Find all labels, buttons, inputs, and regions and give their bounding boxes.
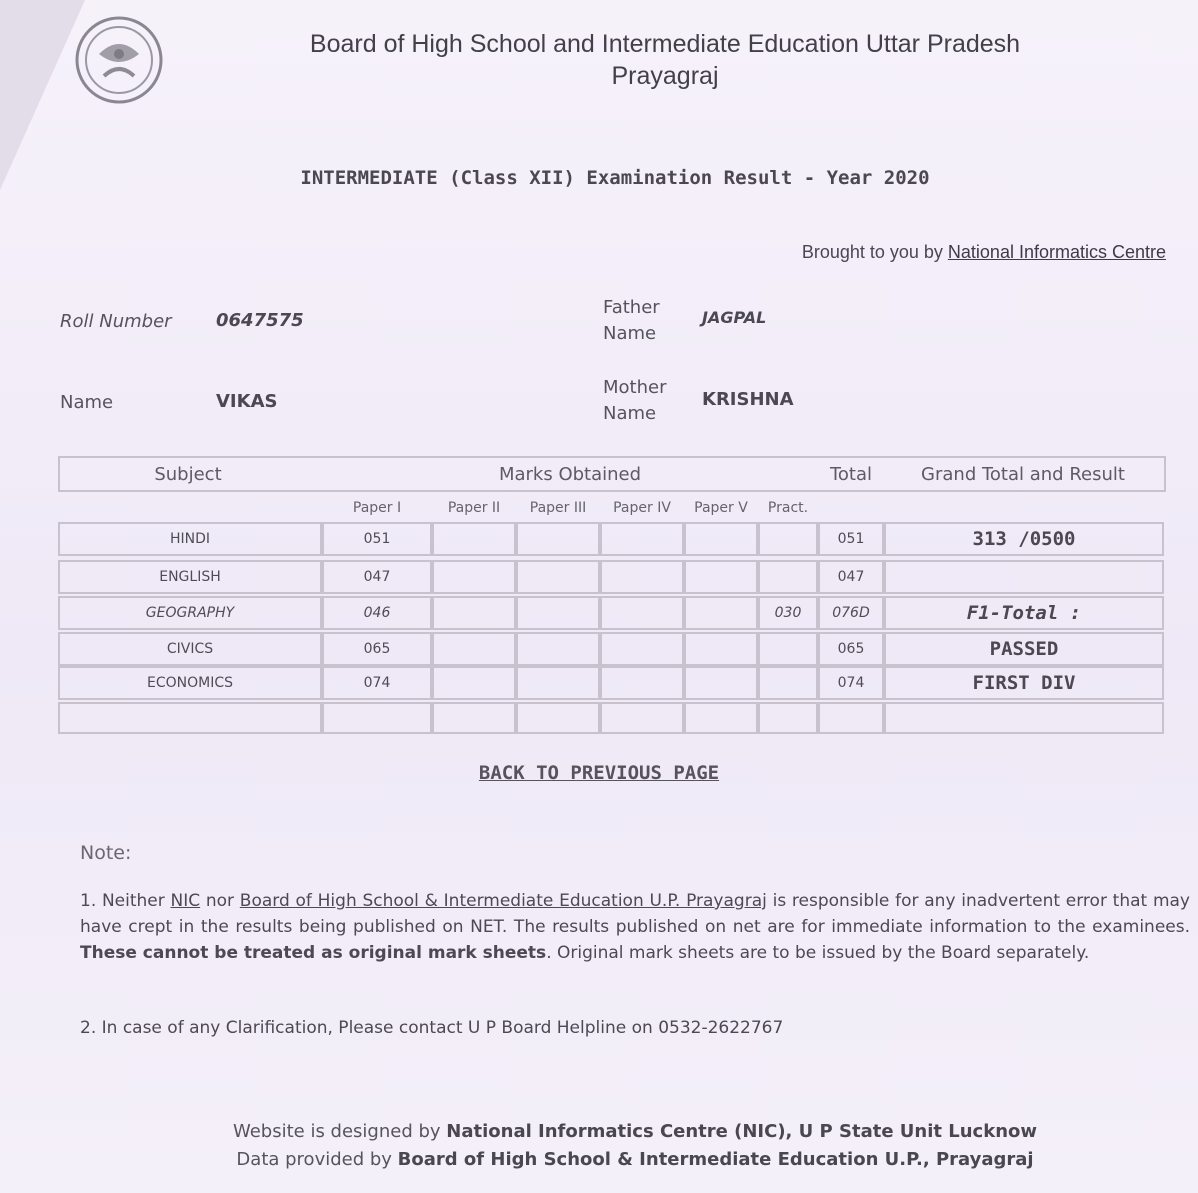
total-cell: 074 [818,666,884,700]
paper1-cell [322,702,432,734]
mother-name-label [603,375,666,427]
paper1-cell: 051 [322,522,432,556]
paper5-cell [684,522,758,556]
subject-cell: ECONOMICS [58,666,322,700]
paper3-cell [516,702,600,734]
total-cell: 047 [818,560,884,594]
footer-line1-bold: National Informatics Centre (NIC), U P State Unit Lucknow [446,1121,1038,1142]
name-value: VIKAS [216,391,278,412]
paper5-cell [684,666,758,700]
paper2-cell [432,596,516,630]
paper5-cell [684,560,758,594]
paper1-cell: 065 [322,632,432,666]
footer [150,1118,1120,1174]
note1-nic: NIC [170,891,201,911]
paper5-cell [684,632,758,666]
total-cell: 076D [818,596,884,630]
mother-label-line1: Mother [603,377,667,398]
paper4-cell [600,560,684,594]
father-name-value: JAGPAL [702,308,767,327]
brought-by [802,242,1166,263]
f1-total-label: F1-Total : [884,596,1164,630]
paper4-cell [600,522,684,556]
paper3-cell [516,596,600,630]
note1-nor: nor [200,891,240,911]
footer-line1-prefix: Website is designed by [232,1121,447,1142]
total-cell [818,702,884,734]
board-title-line1: Board of High School and Intermediate Education Uttar Pradesh [309,30,1021,58]
footer-line2-prefix: Data provided by [236,1149,398,1170]
pract-cell [758,702,818,734]
father-label-line2: Name [603,323,657,344]
total-cell: 065 [818,632,884,666]
paper-header-pract: Pract. [767,500,809,516]
paper3-cell [516,560,600,594]
note1-board: Board of High School & Intermediate Education U.P. Prayagraj [239,891,767,911]
subject-cell: ENGLISH [58,560,322,594]
paper5-cell [684,596,758,630]
paper1-cell: 046 [322,596,432,630]
pract-cell [758,560,818,594]
board-title-line2: Prayagraj [611,62,719,90]
paper2-cell [432,522,516,556]
note-1 [80,888,1190,966]
result-division: FIRST DIV [884,666,1164,700]
father-label-line1: Father [603,297,660,318]
paper5-cell [684,702,758,734]
paper-header-3: Paper III [529,500,587,516]
note1-prefix: 1. Neither [80,891,171,911]
header-grand-total: Grand Total and Result [921,463,1125,485]
paper3-cell [516,632,600,666]
paper2-cell [432,560,516,594]
paper-header-2: Paper II [447,500,501,516]
pract-cell [758,522,818,556]
page-fold [0,0,85,190]
result-table [58,456,1166,736]
exam-title: INTERMEDIATE (Class XII) Examination Result - Year 2020 [300,167,930,189]
pract-cell [758,666,818,700]
mother-name-value: KRISHNA [702,389,794,410]
header-subject: Subject [154,463,222,485]
subject-cell [58,702,322,734]
father-name-label [603,295,660,347]
note1-end: . Original mark sheets are to be issued by the Board separately. [546,943,1090,963]
paper4-cell [600,632,684,666]
header-marks-obtained: Marks Obtained [498,463,642,485]
back-to-previous-page-link[interactable]: BACK TO PREVIOUS PAGE [478,762,720,784]
pract-cell [758,632,818,666]
paper-header-5: Paper V [694,500,748,516]
subject-cell: GEOGRAPHY [58,596,322,630]
paper-header-1: Paper I [352,500,402,516]
roll-number-value: 0647575 [216,310,304,331]
roll-number-label: Roll Number [60,311,172,332]
note1-bold: These cannot be treated as original mark sheets [80,943,547,963]
board-title [200,28,1130,92]
paper2-cell [432,632,516,666]
nic-link[interactable]: National Informatics Centre [947,242,1166,262]
paper4-cell [600,702,684,734]
note-2: 2. In case of any Clarification, Please contact U P Board Helpline on 0532-2622767 [80,1018,784,1038]
subject-cell: HINDI [58,522,322,556]
footer-line2-bold: Board of High School & Intermediate Education U.P., Prayagraj [397,1149,1034,1170]
grand-total-spacer [884,560,1164,594]
up-emblem-logo [74,14,164,106]
paper2-cell [432,702,516,734]
paper4-cell [600,666,684,700]
name-label: Name [60,392,114,413]
paper-header-4: Paper IV [613,500,671,516]
grand-empty-row [884,702,1164,734]
grand-total-value: 313 /0500 [884,522,1164,556]
note-heading: Note: [80,842,132,864]
paper1-cell: 047 [322,560,432,594]
note1-mid: is responsible for any inadvertent error that may have crept in the results being published on NET. The results published on net are for immediate information to the examinees. [80,891,1190,937]
pract-cell: 030 [758,596,818,630]
paper4-cell [600,596,684,630]
mother-label-line2: Name [603,403,657,424]
subject-cell: CIVICS [58,632,322,666]
total-cell: 051 [818,522,884,556]
footer-line1 [150,1118,1120,1146]
paper3-cell [516,522,600,556]
paper3-cell [516,666,600,700]
result-status: PASSED [884,632,1164,666]
footer-line2 [150,1146,1120,1174]
header-total: Total [829,463,873,485]
paper1-cell: 074 [322,666,432,700]
brought-prefix: Brought to you by [801,242,948,262]
paper2-cell [432,666,516,700]
